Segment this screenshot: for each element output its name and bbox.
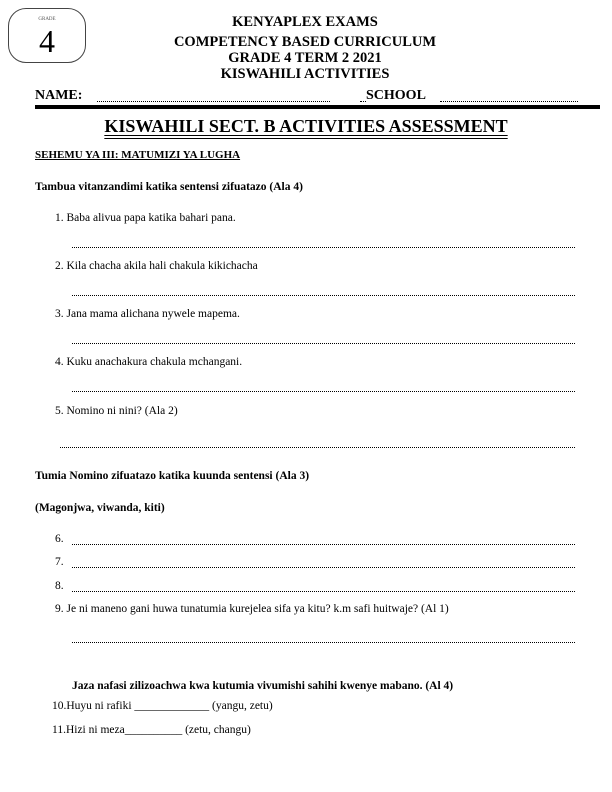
- name-label: NAME:: [35, 88, 83, 103]
- question-5: 5. Nomino ni nini? (Ala 2): [55, 405, 178, 417]
- grade-number: 4: [39, 23, 55, 59]
- header-line-2: COMPETENCY BASED CURRICULUM: [173, 34, 437, 50]
- school-field[interactable]: [440, 101, 578, 102]
- header-line-1: KENYAPLEX EXAMS: [232, 14, 378, 30]
- question-10: 10.Huyu ni rafiki _____________ (yangu, zetu): [52, 700, 273, 712]
- header-divider: [35, 105, 600, 109]
- part3-instruction: Jaza nafasi zilizoachwa kwa kutumia vivumishi sahihi kwenye mabano. (Al 4): [72, 680, 454, 692]
- grade-badge: [8, 8, 86, 63]
- answer-line-3[interactable]: [72, 343, 575, 344]
- part1-instruction: Tambua vitanzandimi katika sentensi zifuatazo (Ala 4): [35, 181, 303, 193]
- answer-line-9[interactable]: [72, 642, 575, 643]
- section-heading: SEHEMU YA III: MATUMIZI YA LUGHA: [35, 149, 241, 161]
- question-3: 3. Jana mama alichana nywele mapema.: [55, 308, 240, 320]
- name-field[interactable]: [97, 101, 330, 102]
- answer-line-5[interactable]: [60, 447, 575, 448]
- question-6: 6.: [55, 533, 64, 545]
- question-1: 1. Baba alivua papa katika bahari pana.: [55, 212, 236, 224]
- part2-instruction: Tumia Nomino zifuatazo katika kuunda sentensi (Ala 3): [35, 470, 310, 482]
- question-9: 9. Je ni maneno gani huwa tunatumia kurejelea sifa ya kitu? k.m safi huitwaje? (Al 1): [55, 603, 449, 615]
- answer-line-4[interactable]: [72, 391, 575, 392]
- answer-line-6[interactable]: [72, 544, 575, 545]
- answer-line-1[interactable]: [72, 247, 575, 248]
- answer-line-8[interactable]: [72, 591, 575, 592]
- page-title: KISWAHILI SECT. B ACTIVITIES ASSESSMENT: [104, 116, 508, 136]
- school-label: SCHOOL: [366, 88, 426, 103]
- part2-words: (Magonjwa, viwanda, kiti): [35, 502, 165, 514]
- header-line-3: GRADE 4 TERM 2 2021: [228, 50, 382, 66]
- answer-line-2[interactable]: [72, 295, 575, 296]
- grade-label: GRADE: [38, 17, 56, 22]
- question-2: 2. Kila chacha akila hali chakula kikichacha: [55, 260, 258, 272]
- question-7: 7.: [55, 556, 64, 568]
- header-line-4: KISWAHILI ACTIVITIES: [220, 66, 390, 82]
- question-8: 8.: [55, 580, 64, 592]
- question-4: 4. Kuku anachakura chakula mchangani.: [55, 356, 243, 368]
- answer-line-7[interactable]: [72, 567, 575, 568]
- question-11: 11.Hizi ni meza__________ (zetu, changu): [52, 724, 251, 736]
